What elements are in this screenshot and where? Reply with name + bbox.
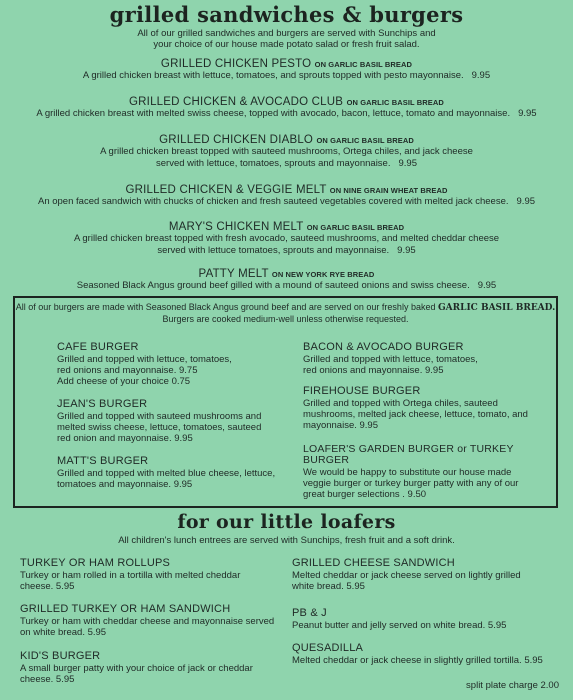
burger-desc: great burger selections . 9.50 xyxy=(303,489,427,500)
burger-bacon-avocado xyxy=(303,342,553,376)
burger-desc: We would be happy to substitute our house made xyxy=(303,467,512,478)
burger-desc: melted swiss cheese, lettuce, tomatoes, sauteed xyxy=(57,422,262,433)
item-price: 9.95 xyxy=(516,196,536,207)
kids-item-name: PB & J xyxy=(292,607,327,619)
burger-desc: red onion and mayonnaise. 9.95 xyxy=(57,433,193,444)
item-name: PATTY MELT xyxy=(198,268,269,280)
kids-item-desc: cheese. 5.95 xyxy=(20,674,75,685)
menu-item-patty-melt xyxy=(0,268,573,292)
item-desc: A grilled chicken breast topped with sauteed mushrooms, Ortega chiles, and jack cheese xyxy=(100,146,473,157)
item-bread: ON GARLIC BASIL BREAD xyxy=(346,98,444,107)
item-bread: ON NEW YORK RYE BREAD xyxy=(271,270,375,279)
burger-name: FIREHOUSE BURGER xyxy=(303,385,421,397)
item-desc: A grilled chicken breast with lettuce, tomatoes, and sprouts topped with pesto mayonnaise. xyxy=(82,70,464,81)
item-bread: ON GARLIC BASIL BREAD xyxy=(316,136,414,145)
burger-desc: veggie burger or turkey burger patty with any of our xyxy=(303,478,519,489)
menu-item-chicken-veggie-melt xyxy=(0,184,573,208)
burger-desc: mayonnaise. 9.95 xyxy=(303,420,378,431)
item-bread: ON GARLIC BASIL BREAD xyxy=(306,223,405,232)
section-title-kids: for our little loafers xyxy=(177,511,396,533)
kids-item-pbj xyxy=(292,608,562,631)
burger-desc: Grilled and topped with Ortega chiles, sauteed xyxy=(303,398,498,409)
kids-item-desc: on white bread. 5.95 xyxy=(20,627,107,638)
kids-item-kids-burger xyxy=(20,651,290,685)
item-bread: ON GARLIC BASIL BREAD xyxy=(314,60,413,69)
item-name: GRILLED CHICKEN & VEGGIE MELT xyxy=(125,184,327,196)
burger-desc: Grilled and topped with lettuce, tomatoes, xyxy=(57,354,232,365)
menu-item-chicken-pesto xyxy=(0,58,573,82)
item-price: 9.95 xyxy=(397,244,416,256)
burger-cafe xyxy=(57,342,297,387)
split-plate-charge: split plate charge 2.00 xyxy=(466,680,559,691)
burger-name: LOAFER'S GARDEN BURGER or TURKEY BURGER xyxy=(303,443,514,466)
burger-matts xyxy=(57,456,307,490)
burgers-intro-bread: GARLIC BASIL BREAD. xyxy=(437,303,556,313)
item-name: MARY'S CHICKEN MELT xyxy=(168,221,304,233)
item-name: GRILLED CHICKEN & AVOCADO CLUB xyxy=(129,96,344,108)
burgers-intro xyxy=(15,302,556,325)
item-desc: A grilled chicken breast with melted swiss cheese, topped with avocado, bacon, lettuce, tomato and mayonnaise. xyxy=(36,108,511,119)
burgers-intro-text: All of our burgers are made with Seasoned Black Angus ground beef and are served on our freshly baked xyxy=(15,302,436,312)
kids-item-desc: Turkey or ham rolled in a tortilla with melted cheddar xyxy=(20,570,241,581)
kids-item-desc: cheese. 5.95 xyxy=(20,581,75,592)
kids-item-name: TURKEY OR HAM ROLLUPS xyxy=(20,557,171,569)
item-desc: served with lettuce, tomatoes, sprouts and mayonnaise. xyxy=(156,157,391,169)
kids-item-name: KID'S BURGER xyxy=(20,650,101,662)
burgers-intro-text: Burgers are cooked medium-well unless otherwise requested. xyxy=(162,314,409,324)
kids-item-desc: Turkey or ham with cheddar cheese and mayonnaise served xyxy=(20,616,275,627)
kids-item-name: GRILLED TURKEY OR HAM SANDWICH xyxy=(20,603,231,615)
kids-intro: All children's lunch entrees are served with Sunchips, fresh fruit and a soft drink. xyxy=(118,535,455,546)
sandwiches-intro xyxy=(0,28,573,50)
burger-loafers-garden xyxy=(303,444,555,500)
burger-name: BACON & AVOCADO BURGER xyxy=(303,341,464,353)
burger-name: JEAN'S BURGER xyxy=(57,398,148,410)
kids-item-name: GRILLED CHEESE SANDWICH xyxy=(292,557,455,569)
kids-item-desc: Peanut butter and jelly served on white bread. 5.95 xyxy=(292,620,507,631)
kids-item-desc: A small burger patty with your choice of jack or cheddar xyxy=(20,663,253,674)
item-price: 9.95 xyxy=(518,108,537,119)
burger-desc: Grilled and topped with melted blue cheese, lettuce, xyxy=(57,468,276,479)
intro-line: your choice of our house made potato salad or fresh fruit salad. xyxy=(153,39,420,50)
item-price: 9.95 xyxy=(398,157,417,169)
burger-desc: red onions and mayonnaise. 9.95 xyxy=(303,365,444,376)
burger-name: MATT'S BURGER xyxy=(57,455,149,467)
burger-desc: red onions and mayonnaise. 9.75 xyxy=(57,365,198,376)
intro-line: All of our grilled sandwiches and burgers are served with Sunchips and xyxy=(137,28,436,39)
menu-item-marys-chicken-melt xyxy=(0,221,573,256)
item-desc: served with lettuce tomatoes, sprouts and mayonnaise. xyxy=(157,244,390,256)
kids-item-grilled-cheese xyxy=(292,558,562,592)
burger-desc: mushrooms, melted jack cheese, lettuce, tomato, and xyxy=(303,409,528,420)
item-desc: Seasoned Black Angus ground beef gilled with a mound of sauteed onions and swiss cheese. xyxy=(76,280,470,291)
kids-item-desc: Melted cheddar or jack cheese in slightly grilled tortilla. 5.95 xyxy=(292,655,543,666)
menu-item-chicken-avocado-club xyxy=(0,96,573,120)
kids-item-desc: white bread. 5.95 xyxy=(292,581,365,592)
burger-name: CAFE BURGER xyxy=(57,341,139,353)
burger-desc: tomatoes and mayonnaise. 9.95 xyxy=(57,479,193,490)
item-desc: A grilled chicken breast topped with fresh avocado, sauteed mushrooms, and melted cheddar cheese xyxy=(73,233,500,244)
menu-item-chicken-diablo xyxy=(0,134,573,169)
burger-jeans xyxy=(57,399,307,444)
kids-item-desc: Melted cheddar or jack cheese served on lightly grilled xyxy=(292,570,521,581)
burger-firehouse xyxy=(303,386,553,431)
burger-desc: Grilled and topped with sauteed mushrooms and xyxy=(57,411,262,422)
burger-desc: Add cheese of your choice 0.75 xyxy=(57,376,191,387)
kids-item-quesadilla xyxy=(292,643,567,666)
item-price: 9.95 xyxy=(471,70,491,81)
item-price: 9.95 xyxy=(477,280,497,291)
kids-item-rollups xyxy=(20,558,285,592)
item-desc: An open faced sandwich with chucks of chicken and fresh sauteed vegetables covered with melted jack cheese. xyxy=(37,196,509,207)
item-bread: ON NINE GRAIN WHEAT BREAD xyxy=(329,186,448,195)
item-name: GRILLED CHICKEN DIABLO xyxy=(159,134,314,146)
burgers-box xyxy=(13,296,558,508)
burger-desc: Grilled and topped with lettuce, tomatoes, xyxy=(303,354,478,365)
kids-item-turkey-ham-sandwich xyxy=(20,604,290,638)
section-title-sandwiches: grilled sandwiches & burgers xyxy=(109,2,464,27)
item-name: GRILLED CHICKEN PESTO xyxy=(160,58,312,70)
kids-item-name: QUESADILLA xyxy=(292,642,364,654)
